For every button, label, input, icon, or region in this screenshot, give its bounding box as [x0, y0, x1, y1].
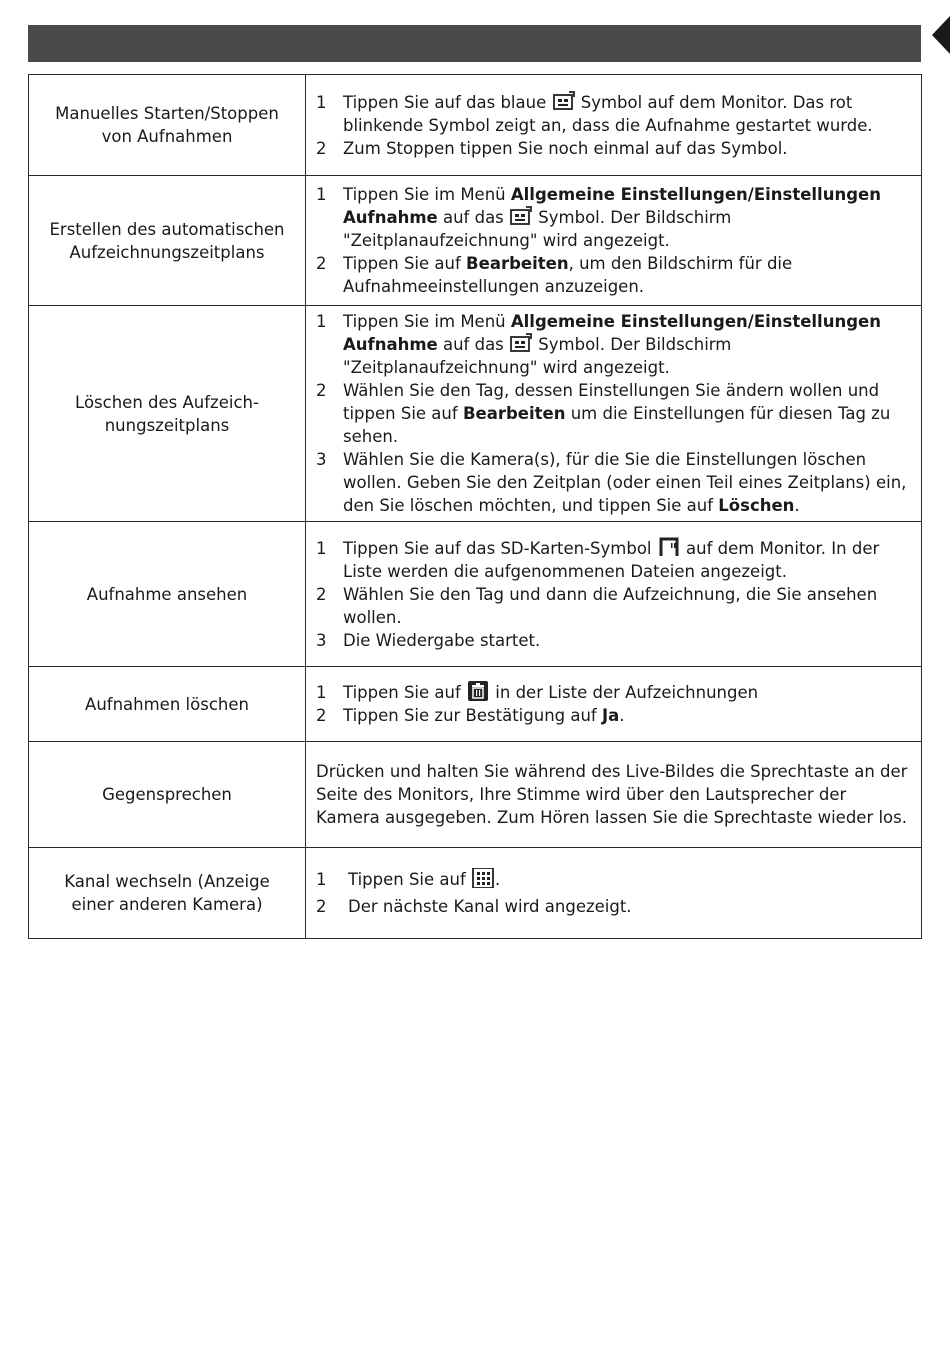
schedule-icon — [510, 333, 532, 353]
list-item: 1 Tippen Sie auf das SD-Karten-Symbol auf dem Monitor. In der Liste werden die aufgenommenen Dateien angezeigt. — [316, 538, 880, 581]
function-name: Löschen des Aufzeichnungszeitplans — [29, 306, 306, 522]
list-item: 3 Wählen Sie die Kamera(s), für die Sie die Einstellungen löschen wollen. Geben Sie den Zeitplan (oder einen Teil eines Zeitplans) ein, den Sie löschen möchten, und tippen Sie auf Löschen. — [316, 450, 907, 515]
table-row — [29, 176, 922, 306]
sd-card-icon — [658, 537, 680, 557]
list-item: 1 Tippen Sie auf in der Liste der Aufzeichnungen — [316, 683, 759, 702]
function-description — [306, 667, 922, 742]
table-row — [29, 522, 922, 667]
function-description — [306, 75, 922, 176]
list-item: 2 Der nächste Kanal wird angezeigt. — [316, 897, 632, 916]
function-description — [306, 848, 922, 939]
section-header-bar — [28, 25, 921, 62]
table-row — [29, 75, 922, 176]
list-item: 2 Tippen Sie auf Bearbeiten, um den Bildschirm für die Aufnahmeeinstellungen anzuzeigen. — [316, 254, 793, 296]
table-row — [29, 306, 922, 522]
list-item: 2 Zum Stoppen tippen Sie noch einmal auf das Symbol. — [316, 138, 788, 158]
function-name: Aufnahme ansehen — [29, 522, 306, 667]
list-item: 1 Tippen Sie auf . — [316, 870, 501, 889]
list-item: 1 Tippen Sie im Menü Allgemeine Einstellungen/Einstellungen Aufnahme auf das Symbol. Der Bildschirm "Zeitplanaufzeichnung" wird angezeigt. — [316, 185, 881, 250]
list-item: 2 Wählen Sie den Tag, dessen Einstellungen Sie ändern wollen und tippen Sie auf Bearbeiten um die Einstellungen für diesen Tag zu sehen. — [316, 381, 891, 446]
record-icon — [553, 91, 575, 111]
table-row — [29, 667, 922, 742]
list-item: 2 Wählen Sie den Tag und dann die Aufzeichnung, die Sie ansehen wollen. — [316, 584, 878, 627]
function-name: Aufnahmen löschen — [29, 667, 306, 742]
list-item: 2 Tippen Sie zur Bestätigung auf Ja. — [316, 706, 625, 725]
list-item: 1 Tippen Sie auf das blaue Symbol auf dem Monitor. Das rot blinkende Symbol zeigt an, dass die Aufnahme gestartet wurde. — [316, 92, 873, 135]
function-name: Erstellen des automatischen Aufzeichnungszeitplans — [29, 176, 306, 306]
page-tab-marker — [932, 16, 950, 54]
function-description — [306, 176, 922, 306]
list-item: 1 Tippen Sie im Menü Allgemeine Einstellungen/Einstellungen Aufnahme auf das Symbol. Der Bildschirm "Zeitplanaufzeichnung" wird angezeigt. — [316, 312, 881, 377]
function-name: Kanal wechseln (Anzeige einer anderen Kamera) — [29, 848, 306, 939]
list-item: 3 Die Wiedergabe startet. — [316, 630, 541, 650]
function-description — [306, 522, 922, 667]
schedule-icon — [510, 206, 532, 226]
function-name: Gegensprechen — [29, 742, 306, 848]
table-row — [29, 742, 922, 848]
function-name: Manuelles Starten/Stoppen von Aufnahmen — [29, 75, 306, 176]
function-description — [306, 306, 922, 522]
channel-icon — [472, 868, 494, 888]
function-description: Drücken und halten Sie während des Live-Bildes die Sprechtaste an der Seite des Monitors, Ihre Stimme wird über den Lautsprecher der Kamera ausgegeben. Zum Hören lassen Sie die Sprechtaste wieder los. — [306, 742, 922, 848]
function-table — [28, 74, 922, 939]
trash-icon — [467, 681, 489, 701]
table-row — [29, 848, 922, 939]
